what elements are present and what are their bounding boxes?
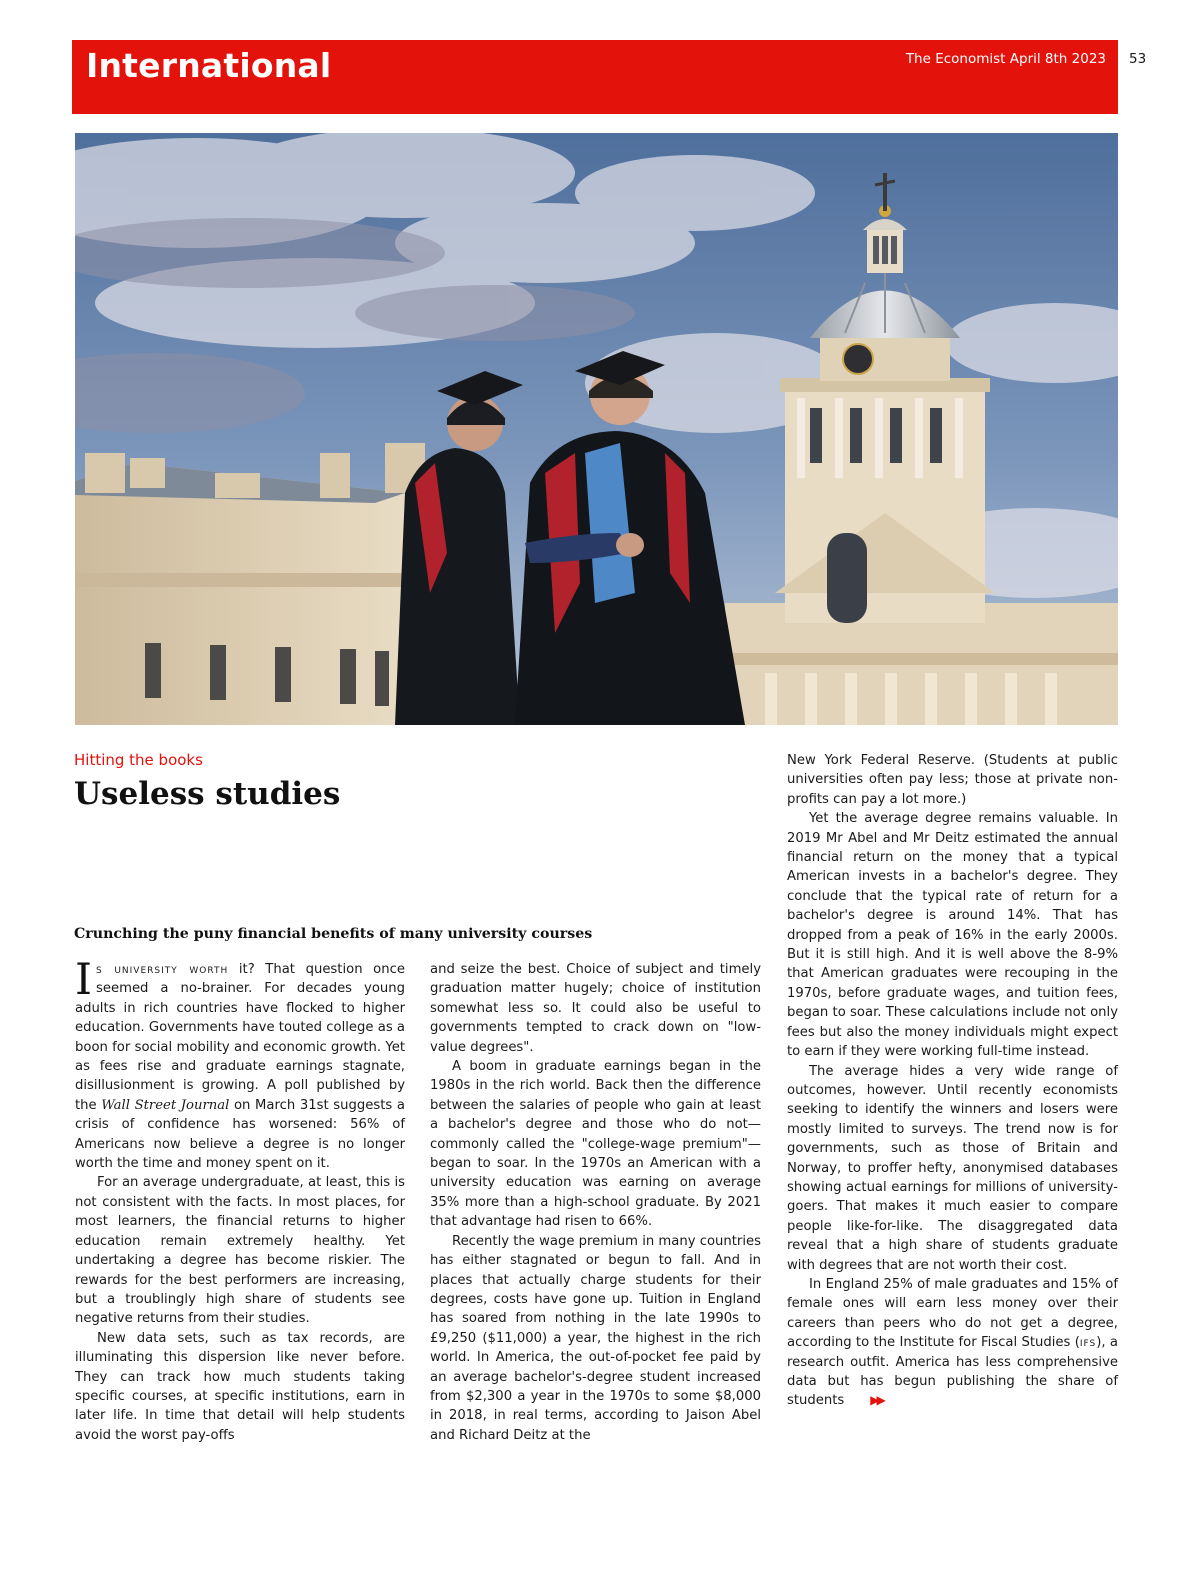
issue-date: The Economist April 8th 2023 <box>905 51 1106 67</box>
article-paragraph: Recently the wage premium in many countries has either stagnated or begun to fall. And in places that actually charge students for their degrees, costs have gone up. Tuition in England has soared from nothing in the late 1990s to £9,250 ($11,000) a year, the highest in the rich world. In America, the out-of-pocket fee paid by an average bachelor's-degree student increased from $2,300 a year in the 1970s to some $8,000 in 2018, in real terms, according to Jaison Abel and Richard Deitz at the <box>430 1233 761 1443</box>
article-paragraph: New York Federal Reserve. (Students at public universities often pay less; those at private non-profits can pay a lot more.) <box>787 753 1118 807</box>
article-column-2 <box>430 960 761 1445</box>
article-standfirst: Crunching the puny financial benefits of many university courses <box>74 926 593 942</box>
article-paragraph: and seize the best. Choice of subject and timely graduation matter hugely; choice of institution somewhat less so. It could also be useful to governments tempted to crack down on "low-value degrees". <box>430 962 761 1055</box>
section-title: International <box>86 46 332 85</box>
article-paragraph: New data sets, such as tax records, are illuminating this dispersion like never before. They can track how much students taking specific courses, at specific institutions, earn in later life. In time that detail will help students avoid the worst pay-offs <box>75 1330 405 1443</box>
article-paragraph <box>75 955 405 1173</box>
lead-in: s university worth <box>96 962 229 977</box>
article-paragraph: The average hides a very wide range of outcomes, however. Until recently economists seeking to identify the winners and losers were mostly limited to surveys. The trend now is for governments, such as those of Britain and Norway, to proffer hefty, anonymised databases showing actual earnings for millions of university-goers. That makes it much easier to compare people like-for-like. The disaggregated data reveal that a high share of students graduate with degrees that are not worth their cost. <box>787 1063 1118 1273</box>
section-banner <box>72 40 1118 114</box>
ifs-abbreviation: ifs <box>1079 1335 1097 1351</box>
article-paragraph <box>787 1275 1118 1411</box>
page-number: 53 <box>1129 51 1147 67</box>
continue-arrow-icon: ▶▶ <box>870 1393 883 1408</box>
paragraph-text: In England 25% of male graduates and 15% of female ones will earn less money over their careers than peers who do not get a degree, according to the Institute for Fiscal Studies ( <box>787 1276 1118 1351</box>
paragraph-text: it? That question once seemed a no-brainer. For decades young adults in rich countries have flocked to higher education. Governments have touted college as a boon for social mobility and economic growth. Yet as fees rise and graduate earnings stagnate, disillusionment is growing. A poll published by the <box>75 962 405 1113</box>
article-headline: Useless studies <box>74 776 341 812</box>
article-column-1 <box>75 955 405 1445</box>
article-rubric: Hitting the books <box>74 751 203 769</box>
publication-name: Wall Street Journal <box>101 1097 230 1113</box>
paragraph-text: ), a research outfit. America has less comprehensive data but has begun publishing the share of students <box>787 1335 1118 1409</box>
article-paragraph: Yet the average degree remains valuable. In 2019 Mr Abel and Mr Deitz estimated the annual financial return on the money that a typical American invests in a bachelor's degree. They conclude that the typical rate of return for a bachelor's degree is around 14%. That has dropped from a peak of 16% in the early 2000s. But it is still high. And it is well above the 8-9% that American graduates were recouping in the 1970s, before graduate wages, and tuition fees, began to soar. These calculations include not only fees but also the money individuals might expect to earn if they were working full-time instead. <box>787 811 1118 1060</box>
hero-photo <box>75 133 1118 725</box>
drop-cap: I <box>75 955 92 1005</box>
article-paragraph: A boom in graduate earnings began in the 1980s in the rich world. Back then the difference between the salaries of people who gain at least a bachelor's degree and those who do not—commonly called the "college-wage premium"—began to soar. In the 1970s an American with a university education was earning on average 35% more than a high-school graduate. By 2021 that advantage had risen to 66%. <box>430 1059 761 1230</box>
article-paragraph: For an average undergraduate, at least, this is not consistent with the facts. In most places, for most learners, the financial returns to higher education remain extremely healthy. Yet undertaking a degree has become riskier. The rewards for the best performers are increasing, but a troublingly high share of students see negative returns from their studies. <box>75 1175 405 1327</box>
article-column-3 <box>787 751 1118 1411</box>
paragraph-text: on March 31st suggests a crisis of confidence has worsened: 56% of Americans now believe a degree is no longer worth the time and money spent on it. <box>75 1097 405 1172</box>
